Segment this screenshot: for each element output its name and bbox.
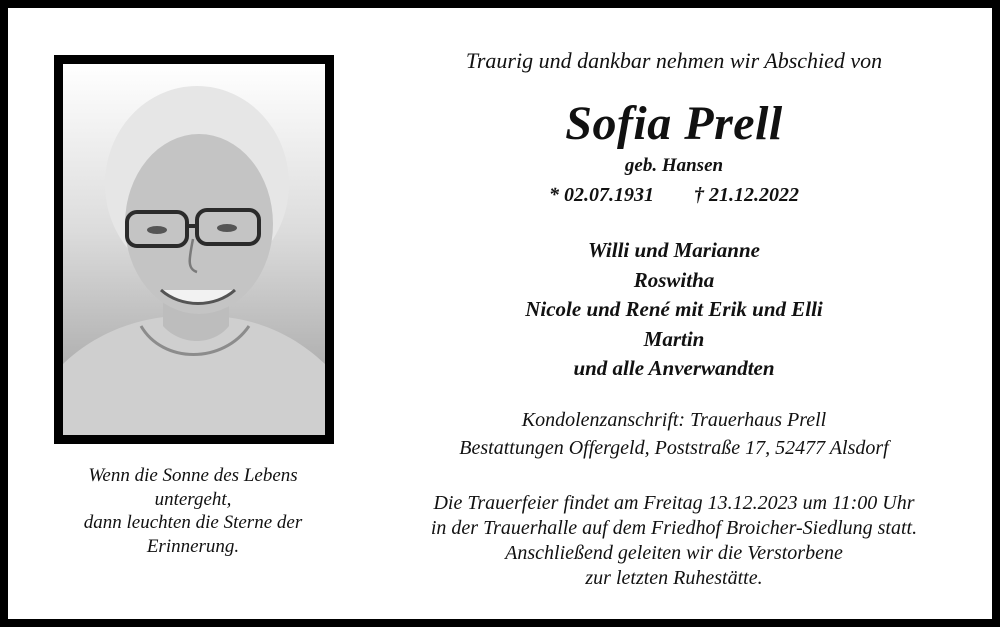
portrait-frame: [54, 55, 334, 444]
mourners-list: [348, 236, 1000, 384]
mourner-line: und alle Anverwandten: [573, 356, 775, 380]
deceased-name: Sofia Prell: [565, 97, 783, 150]
birth-date: * 02.07.1931: [549, 184, 654, 206]
address-line: Bestattungen Offergeld, Poststraße 17, 52477 Alsdorf: [459, 437, 889, 459]
ceremony-line: Anschließend geleiten wir die Verstorbene: [505, 542, 843, 564]
birth-name: geb. Hansen: [624, 155, 724, 176]
quote-line: Wenn die Sonne des Lebens: [88, 465, 298, 486]
ceremony-line: in der Trauerhalle auf dem Friedhof Broicher-Siedlung statt.: [430, 517, 918, 539]
intro-line: Traurig und dankbar nehmen wir Abschied von: [465, 48, 883, 73]
funeral-details: [348, 491, 1000, 591]
condolence-address: [348, 406, 1000, 462]
mourner-line: Nicole und René mit Erik und Elli: [525, 297, 823, 321]
quote-line: dann leuchten die Sterne der: [83, 512, 303, 533]
mourner-line: Roswitha: [633, 267, 715, 292]
life-dates: [348, 184, 1000, 207]
ceremony-line: Die Trauerfeier findet am Freitag 13.12.2023 um 11:00 Uhr: [433, 492, 915, 514]
address-line: Kondolenzanschrift: Trauerhaus Prell: [521, 409, 827, 431]
portrait-photo: [63, 64, 325, 435]
memorial-quote: [48, 464, 338, 558]
ceremony-line: zur letzten Ruhestätte.: [585, 567, 763, 589]
death-date: † 21.12.2022: [694, 184, 799, 206]
quote-line: Erinnerung.: [146, 535, 240, 557]
mourner-line: Martin: [643, 326, 705, 351]
mourner-line: Willi und Marianne: [588, 238, 760, 262]
quote-line: untergeht,: [154, 488, 232, 510]
